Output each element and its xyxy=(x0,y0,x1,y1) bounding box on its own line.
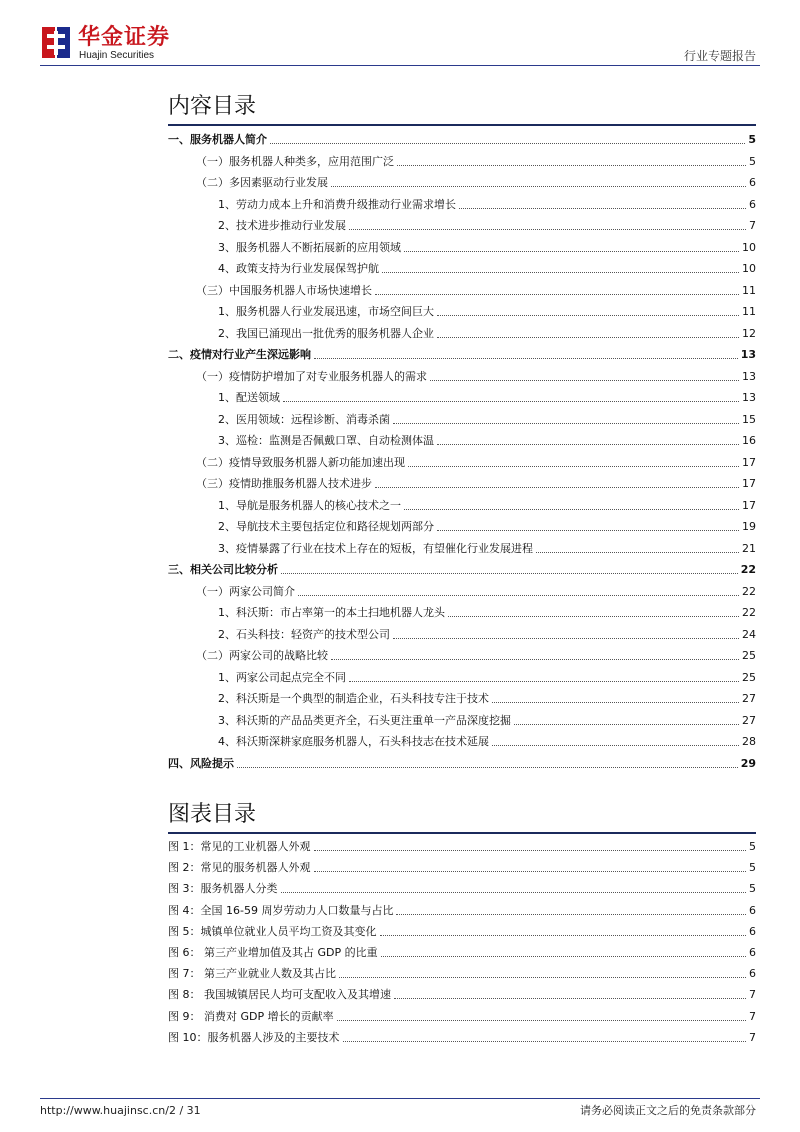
toc-entry-leader-dots xyxy=(298,594,739,596)
toc-entry-page-number: 22 xyxy=(740,563,756,576)
toc-entry-title: 1、导航是服务机器人的核心技术之一 xyxy=(218,498,401,512)
toc-entry-leader-dots xyxy=(404,250,739,252)
toc-entry-leader-dots xyxy=(448,615,739,617)
document-type: 行业专题报告 xyxy=(683,49,756,63)
toc-entry-title: 四、风险提示 xyxy=(168,756,234,770)
toc-entry-title: 2、导航技术主要包括定位和路径规划两部分 xyxy=(218,520,434,533)
toc-entry-page-number: 19 xyxy=(742,520,756,533)
toc-entry-leader-dots xyxy=(459,207,746,209)
toc-entry-leader-dots xyxy=(382,271,739,273)
toc-entry-title: 三、相关公司比较分析 xyxy=(168,563,278,576)
toc-entry[interactable] xyxy=(218,432,756,448)
toc-entry-leader-dots xyxy=(397,164,746,166)
toc-entry[interactable] xyxy=(218,733,756,749)
figure-entry[interactable] xyxy=(168,859,756,875)
toc-entry[interactable] xyxy=(168,755,756,771)
footer-page-info: 2 / 31 xyxy=(168,1104,201,1117)
toc-entry-title: 1、服务机器人行业发展迅速，市场空间巨大 xyxy=(218,305,434,318)
toc-entry-leader-dots xyxy=(536,551,739,553)
toc-entry-page-number: 13 xyxy=(742,391,756,404)
toc-entry-title: 4、科沃斯深耕家庭服务机器人，石头科技志在技术延展 xyxy=(218,735,489,748)
footer-url-link[interactable]: http://www.huajinsc.cn/ xyxy=(40,1104,169,1117)
figure-entry-leader-dots xyxy=(281,891,747,893)
toc-entry[interactable] xyxy=(218,239,756,255)
toc-entry[interactable] xyxy=(218,690,756,706)
toc-entry-title: 3、科沃斯的产品品类更齐全，石头更注重单一产品深度挖掘 xyxy=(218,713,511,727)
toc-entry-page-number: 17 xyxy=(742,498,756,512)
toc-entry-page-number: 25 xyxy=(742,670,756,684)
toc-entry-page-number: 24 xyxy=(742,627,756,641)
page-header xyxy=(0,0,800,80)
figure-entry-title: 图 5：城镇单位就业人员平均工资及其变化 xyxy=(168,924,377,938)
figure-entry-page-number: 7 xyxy=(749,1009,756,1023)
toc-entry-leader-dots xyxy=(430,379,739,381)
footer-url[interactable] xyxy=(40,1104,201,1118)
toc-entry[interactable] xyxy=(218,260,756,276)
toc-entry-title: 2、技术进步推动行业发展 xyxy=(218,219,346,232)
toc-entry-leader-dots xyxy=(283,400,739,402)
toc-entry-title: 2、科沃斯是一个典型的制造企业，石头科技专注于技术 xyxy=(218,692,489,705)
toc-entry-page-number: 10 xyxy=(742,240,756,254)
toc-entry-title: 一、服务机器人简介 xyxy=(168,133,267,146)
figures-title: 图表目录 xyxy=(168,802,257,827)
toc-entry-title: 二、疫情对行业产生深远影响 xyxy=(168,348,311,361)
toc-entry-page-number: 28 xyxy=(742,735,756,748)
toc-entry[interactable] xyxy=(168,346,756,362)
figure-entry-leader-dots xyxy=(381,955,746,957)
toc-entry[interactable] xyxy=(196,454,756,470)
figures-title-rule xyxy=(168,832,756,834)
figure-entry-leader-dots xyxy=(339,976,746,978)
brand-name-en: Huajin Securities xyxy=(79,50,155,61)
figure-entry-leader-dots xyxy=(337,1019,746,1021)
toc-entry-page-number: 22 xyxy=(742,606,756,619)
toc-entry-page-number: 13 xyxy=(740,348,756,361)
toc-entry-leader-dots xyxy=(349,228,746,230)
header-divider xyxy=(40,65,760,66)
toc-entry-leader-dots xyxy=(492,701,739,703)
toc-entry-page-number: 10 xyxy=(742,262,756,275)
figure-entry-title: 图 3：服务机器人分类 xyxy=(168,882,278,896)
toc-entry-leader-dots xyxy=(331,185,746,187)
toc-entry-page-number: 7 xyxy=(749,219,756,232)
toc-entry-leader-dots xyxy=(375,486,739,488)
figure-entry[interactable] xyxy=(168,923,756,939)
toc-entry-leader-dots xyxy=(375,293,739,295)
toc-entry-page-number: 29 xyxy=(740,756,756,770)
toc-entry-leader-dots xyxy=(437,314,739,316)
toc-entry-title: 2、石头科技：轻资产的技术型公司 xyxy=(218,627,390,641)
toc-entry-page-number: 11 xyxy=(742,305,756,318)
figure-entry-leader-dots xyxy=(314,870,747,872)
figure-entry[interactable] xyxy=(168,838,756,854)
toc-entry-page-number: 15 xyxy=(742,412,756,426)
toc-entry[interactable] xyxy=(218,389,756,405)
figure-entry-leader-dots xyxy=(380,934,747,936)
toc-entry-title: 2、医用领域：远程诊断、消毒杀菌 xyxy=(218,412,390,426)
figure-entry[interactable] xyxy=(168,944,756,960)
figure-entry-leader-dots xyxy=(314,849,747,851)
toc-entry-leader-dots xyxy=(314,357,738,359)
toc-entry-title: （三）中国服务机器人市场快速增长 xyxy=(196,283,372,297)
figure-entry-title: 图 8： 我国城镇居民人均可支配收入及其增速 xyxy=(168,988,391,1002)
figure-entry[interactable] xyxy=(168,902,756,918)
figure-entry[interactable] xyxy=(168,1029,756,1045)
toc-entry[interactable] xyxy=(196,475,756,491)
toc-entry-title: 3、服务机器人不断拓展新的应用领域 xyxy=(218,240,401,254)
toc-entry-title: 4、政策支持为行业发展保驾护航 xyxy=(218,262,379,275)
toc-entry-title: （一）疫情防护增加了对专业服务机器人的需求 xyxy=(196,369,427,383)
toc-entry[interactable] xyxy=(218,712,756,728)
toc-entry-title: 3、疫情暴露了行业在技术上存在的短板，有望催化行业发展进程 xyxy=(218,541,533,555)
toc-entry-page-number: 13 xyxy=(742,369,756,383)
figure-entry-title: 图 7： 第三产业就业人数及其占比 xyxy=(168,967,336,981)
figure-entry-title: 图 2：常见的服务机器人外观 xyxy=(168,861,311,875)
toc-entry[interactable] xyxy=(196,174,756,190)
toc-entry-title: （一）服务机器人种类多，应用范围广泛 xyxy=(196,154,394,168)
toc-entry[interactable] xyxy=(218,626,756,642)
toc-entry-title: 1、两家公司起点完全不同 xyxy=(218,670,346,684)
toc-entry-title: 2、我国已涌现出一批优秀的服务机器人企业 xyxy=(218,326,434,340)
figure-entry-title: 图 10：服务机器人涉及的主要技术 xyxy=(168,1030,340,1044)
toc-entry[interactable] xyxy=(196,647,756,663)
toc-entry-title: （二）两家公司的战略比较 xyxy=(196,649,328,662)
figure-entry[interactable] xyxy=(168,1008,756,1024)
figure-entry-page-number: 6 xyxy=(749,946,756,959)
figure-entry-leader-dots xyxy=(396,913,746,915)
toc-entry[interactable] xyxy=(196,368,756,384)
toc-entry-page-number: 21 xyxy=(742,541,756,555)
toc-title-rule xyxy=(168,124,756,126)
figure-entry-page-number: 5 xyxy=(749,840,756,853)
toc-entry-leader-dots xyxy=(437,336,739,338)
toc-entry-title: （三）疫情助推服务机器人技术进步 xyxy=(196,477,372,490)
toc-entry[interactable] xyxy=(218,325,756,341)
toc-entry-leader-dots xyxy=(393,637,739,639)
toc-entry-leader-dots xyxy=(408,465,739,467)
toc-entry[interactable] xyxy=(218,196,756,212)
toc-entry-page-number: 22 xyxy=(742,584,756,598)
figure-entry-title: 图 6： 第三产业增加值及其占 GDP 的比重 xyxy=(168,946,378,959)
footer-disclaimer: 请务必阅读正文之后的免责条款部分 xyxy=(580,1104,756,1117)
toc-entry-page-number: 5 xyxy=(749,154,756,168)
figure-entry[interactable] xyxy=(168,965,756,981)
figure-entry-page-number: 6 xyxy=(749,924,756,938)
figure-entry-title: 图 9： 消费对 GDP 增长的贡献率 xyxy=(168,1009,334,1023)
toc-entry-page-number: 27 xyxy=(742,692,756,705)
figure-entry-page-number: 6 xyxy=(749,967,756,981)
toc-entry-page-number: 6 xyxy=(749,176,756,189)
toc-entry-leader-dots xyxy=(237,766,738,768)
toc-entry[interactable] xyxy=(168,561,756,577)
toc-entry[interactable] xyxy=(218,411,756,427)
toc-entry[interactable] xyxy=(218,303,756,319)
toc-entry[interactable] xyxy=(218,497,756,513)
toc-entry[interactable] xyxy=(196,583,756,599)
figure-entry-page-number: 5 xyxy=(749,882,756,896)
toc-entry-leader-dots xyxy=(404,508,739,510)
figure-entry-page-number: 5 xyxy=(749,861,756,875)
footer-divider xyxy=(40,1098,760,1099)
toc-entry-page-number: 6 xyxy=(749,197,756,211)
toc-entry-title: 1、劳动力成本上升和消费升级推动行业需求增长 xyxy=(218,197,456,211)
toc-entry-title: （二）多因素驱动行业发展 xyxy=(196,176,328,189)
figure-entry-leader-dots xyxy=(394,997,746,999)
toc-entry[interactable] xyxy=(218,540,756,556)
figure-entry[interactable] xyxy=(168,880,756,896)
figure-entry-page-number: 7 xyxy=(749,988,756,1002)
toc-entry-title: （一）两家公司简介 xyxy=(196,584,295,598)
toc-entry-leader-dots xyxy=(514,723,739,725)
toc-entry-leader-dots xyxy=(270,142,745,144)
toc-entry-page-number: 27 xyxy=(742,713,756,727)
toc-entry[interactable] xyxy=(218,604,756,620)
toc-entry-title: （二）疫情导致服务机器人新功能加速出现 xyxy=(196,455,405,469)
toc-entry-title: 1、科沃斯：市占率第一的本土扫地机器人龙头 xyxy=(218,606,445,619)
toc-entry-page-number: 12 xyxy=(742,326,756,340)
toc-entry-page-number: 16 xyxy=(742,434,756,447)
figure-entry-page-number: 7 xyxy=(749,1030,756,1044)
toc-entry-page-number: 11 xyxy=(742,283,756,297)
figure-entry-page-number: 6 xyxy=(749,903,756,917)
brand-name-cn: 华金证券 xyxy=(78,25,171,50)
toc-entry-leader-dots xyxy=(349,680,739,682)
toc-entry[interactable] xyxy=(168,131,756,147)
toc-entry[interactable] xyxy=(196,282,756,298)
toc-entry-leader-dots xyxy=(281,572,738,574)
toc-entry-leader-dots xyxy=(393,422,739,424)
toc-entry-title: 3、巡检：监测是否佩戴口罩、自动检测体温 xyxy=(218,434,434,447)
toc-entry[interactable] xyxy=(196,153,756,169)
toc-entry-leader-dots xyxy=(437,443,739,445)
toc-entry-page-number: 25 xyxy=(742,649,756,662)
toc-entry-page-number: 17 xyxy=(742,455,756,469)
toc-entry-leader-dots xyxy=(492,744,739,746)
toc-entry-title: 1、配送领域 xyxy=(218,391,280,404)
figure-entry-leader-dots xyxy=(343,1040,747,1042)
toc-entry[interactable] xyxy=(218,669,756,685)
toc-entry-page-number: 5 xyxy=(748,133,756,146)
toc-entry-leader-dots xyxy=(437,529,739,531)
figure-entry[interactable] xyxy=(168,986,756,1002)
figure-entry-title: 图 4：全国 16-59 周岁劳动力人口数量与占比 xyxy=(168,903,394,917)
figure-entry-title: 图 1：常见的工业机器人外观 xyxy=(168,840,311,853)
toc-title: 内容目录 xyxy=(168,94,257,119)
toc-entry-page-number: 17 xyxy=(742,477,756,490)
huajin-logo-icon xyxy=(42,27,70,58)
toc-entry[interactable] xyxy=(218,518,756,534)
toc-entry-leader-dots xyxy=(331,658,739,660)
toc-entry[interactable] xyxy=(218,217,756,233)
